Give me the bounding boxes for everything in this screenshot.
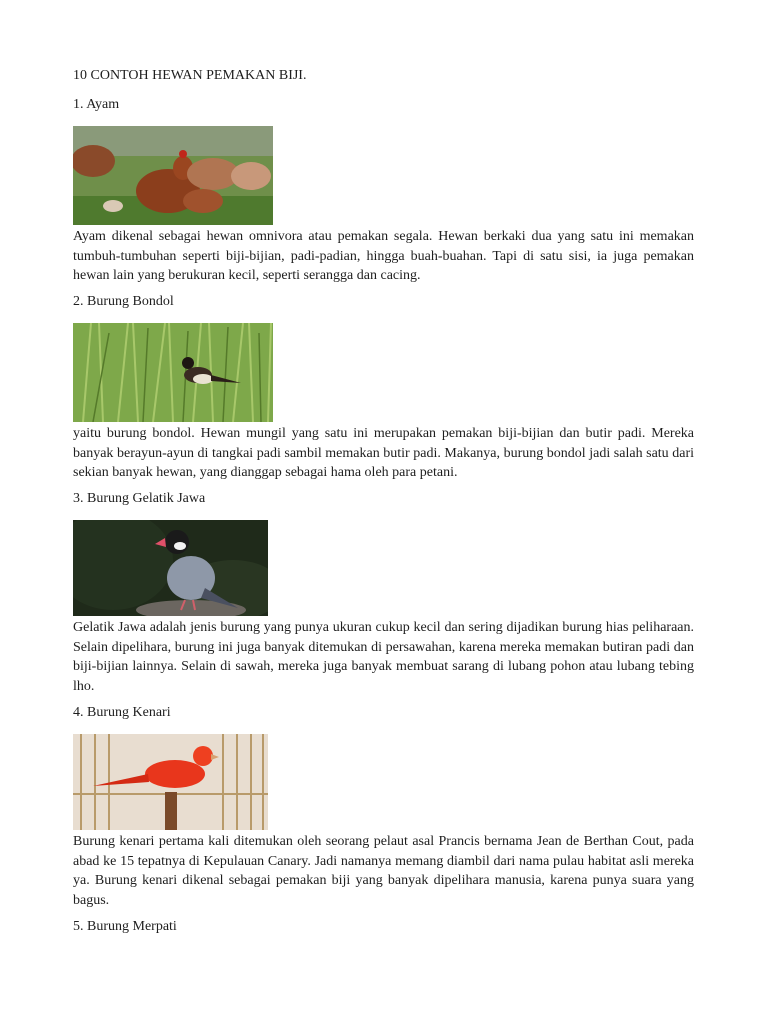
- section-heading-burung-kenari: 4. Burung Kenari: [73, 705, 171, 720]
- section-text-ayam: Ayam dikenal sebagai hewan omnivora atau pemakan segala. Hewan berkaki dua yang satu ini memakan tumbuh-tumbuhan seperti biji-bijian, padi-padian, hingga buah-buahan. Tapi di satu sisi, ia juga pemakan hewan lain yang berukuran kecil, seperti serangga dan cacing.: [73, 229, 694, 283]
- section-text-burung-bondol: yaitu burung bondol. Hewan mungil yang satu ini merupakan pemakan biji-bijian dan butir padi. Mereka banyak berayun-ayun di tangkai padi sambil memakan butir padi. Makanya, burung bondol jadi salah satu dari sekian banyak hewan, yang dianggap sebagai hama oleh para petani.: [73, 426, 694, 480]
- section-text-burung-kenari: Burung kenari pertama kali ditemukan oleh seorang pelaut asal Prancis bernama Jean de Berthan Cout, pada abad ke 15 tepatnya di Kepulauan Canary. Jadi namanya memang diambil dari nama pulau habitat asli mereka ya. Burung kenari dikenal sebagai pemakan biji yang banyak dipelihara manusia, karena punya suara yang bagus.: [73, 834, 694, 908]
- document-title: 10 CONTOH HEWAN PEMAKAN BIJI.: [73, 68, 307, 83]
- bondol-bird-photo: [73, 323, 273, 422]
- section-text-burung-gelatik-jawa: Gelatik Jawa adalah jenis burung yang punya ukuran cukup kecil dan sering dijadikan burung hias peliharaan. Selain dipelihara, burung ini juga banyak ditemukan di persawahan, karena mereka memakan butiran padi dan biji-bijian lainnya. Selain di sawah, mereka juga banyak membuat sarang di lubang pohon atau lubang tebing lho.: [73, 620, 694, 694]
- chickens-photo: [73, 126, 273, 225]
- section-heading-burung-gelatik-jawa: 3. Burung Gelatik Jawa: [73, 491, 206, 506]
- canary-photo: [73, 734, 268, 830]
- section-heading-ayam: 1. Ayam: [73, 97, 120, 112]
- section-heading-burung-merpati: 5. Burung Merpati: [73, 919, 177, 934]
- java-sparrow-photo: [73, 520, 268, 616]
- section-heading-burung-bondol: 2. Burung Bondol: [73, 294, 174, 309]
